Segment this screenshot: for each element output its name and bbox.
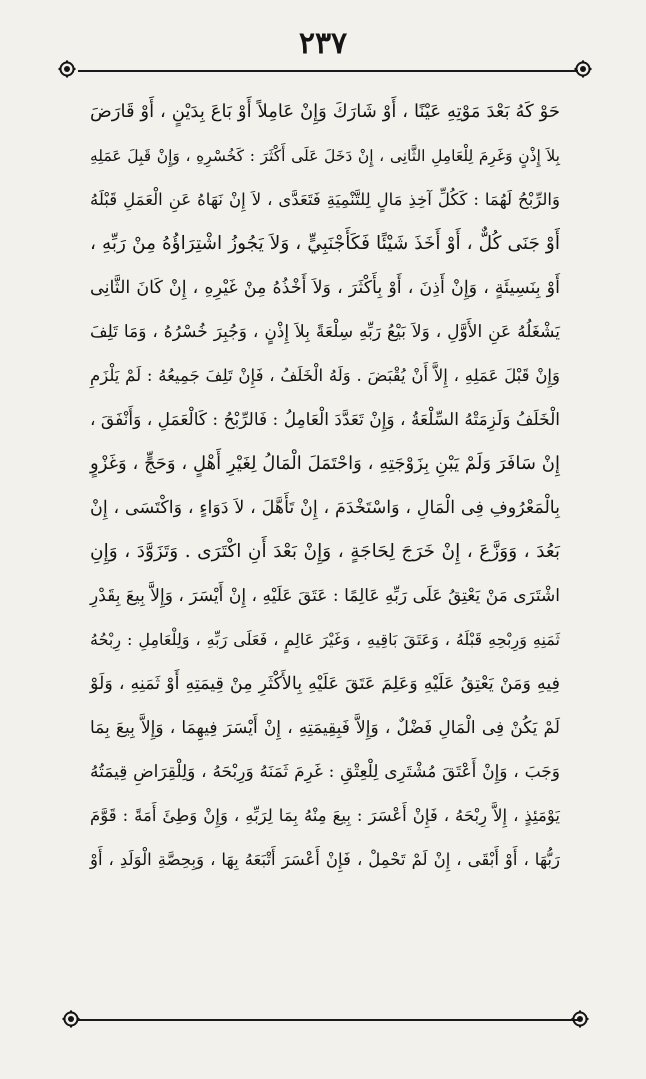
text-line: بِالْمَعْرُوفِ فِى الْمَالِ ، وَاسْتَخْدَمَ ، إِنْ تَأَهَّلَ ، لاَ دَوَاءٍ ، وَاكْتَسَى ، إِنْ — [90, 498, 560, 518]
ornament-icon — [571, 1010, 589, 1028]
bottom-rule — [78, 1019, 578, 1021]
text-line: رَبُّهَا ، أَوْ أَبْقَى ، إِنْ لَمْ تَحْمِلْ ، فَإِنْ أَعْسَرَ أَتْبَعَهُ بِهَا ، وَبِحِصَّةِ الْوَلَدِ ، أَوْ — [90, 850, 560, 869]
text-line: يَوْمَئِذٍ ، إِلاَّ رِبْحَهُ ، فَإِنْ أَعْسَرَ : بِيعَ مِنْهُ بِمَا لِرَبِّهِ ، وَإِنْ وَطِئَ أَمَةً : قَوَّمَ — [90, 806, 560, 825]
text-line: أَوْ بِنَسِيئَةٍ ، وَإِنْ أَذِنَ ، أَوْ بِأَكْثَرَ ، وَلاَ أَخْذُهُ مِنْ غَيْرِهِ ، إِنْ كَانَ الثَّانِى — [90, 278, 560, 298]
text-line: وَإِنْ قَبْلَ عَمَلِهِ ، إِلاَّ أَنْ يُقْبَضَ . وَلَهُ الْخَلَفُ ، فَإِنْ تَلِفَ جَمِيعُهُ : لَمْ يَلْزَمِ — [90, 366, 560, 385]
page-number: ٢٣٧ — [298, 26, 348, 61]
text-line: لَمْ يَكُنْ فِى الْمَالِ فَضْلٌ ، وَإِلاَّ فَبِقِيمَتِهِ ، إِنْ أَيْسَرَ فِيهِمَا ، وَإِلاَّ بِيعَ بِمَا — [90, 718, 560, 738]
ornament-icon — [58, 60, 76, 78]
ornament-icon — [574, 60, 592, 78]
text-line: اشْتَرَى مَنْ يَعْتِقُ عَلَى رَبِّهِ عَالِمًا : عَتَقَ عَلَيْهِ ، إِنْ أَيْسَرَ ، وَإِلاَّ بِيعَ بِقَدْرِ — [90, 586, 560, 606]
top-rule — [78, 70, 578, 72]
text-line: وَجَبَ ، وَإِنْ أَعْتَقَ مُشْتَرِى لِلْعِتْقِ : غَرِمَ ثَمَنَهُ وَرِبْحَهُ ، وَلِلْقِرَاضِ قِيمَتُهُ — [90, 762, 560, 782]
text-body — [90, 90, 560, 882]
text-line: حَوْ كَهُ بَعْدَ مَوْتِهِ عَيْنًا ، أَوْ شَارَكَ وَإِنْ عَامِلاً أَوْ بَاعَ بِدَيْنٍ ، أَوْ قَارَضَ — [90, 101, 560, 122]
text-line: إِنْ سَافَرَ وَلَمْ يَبْنِ بِزَوْجَتِهِ ، وَاحْتَمَلَ الْمَالُ لِغَيْرِ أَهْلٍ ، وَحَجٍّ ، وَغَزْوٍ — [90, 453, 560, 474]
text-line: ثَمَنِهِ وَرِبْحِهِ قَبْلَهُ ، وَعَتَقَ بَاقِيهِ ، وَغَيْرَ عَالِمٍ ، فَعَلَى رَبِّهِ ، وَلِلْعَامِلِ : رِبْحُهُ — [90, 630, 561, 649]
text-line: بَعُدَ ، وَوَزَّعَ ، إِنْ خَرَجَ لِحَاجَةٍ ، وَإِنْ بَعْدَ أَنِ اكْتَرَى . وَتَزَوَّدَ ، وَإِنِ — [90, 541, 560, 562]
text-line: بِلاَ إِذْنٍ وَغَرِمَ لِلْعَامِلِ الثَّانِى ، إِنْ دَخَلَ عَلَى أَكْثَرَ : كَخُسْرِهِ ، وَإِنْ قَبِلَ عَمَلِهِ — [90, 147, 560, 165]
ornament-icon — [62, 1010, 80, 1028]
text-line: الْخَلَفُ وَلَزِمَتْهُ السِّلْعَةُ ، وَإِنْ تَعَدَّدَ الْعَامِلُ : فَالرِّبْحُ : كَالْعَمَلِ ، وَأَنْفَقَ ، — [90, 410, 560, 430]
text-line: وَالرِّبْحُ لَهُمَا : كَكُلِّ آخِذِ مَالٍ لِلتَّنْمِيَةِ فَتَعَدَّى ، لاَ إِنْ نَهَاهُ عَنِ الْعَمَلِ قَبْلَهُ — [90, 190, 560, 209]
text-line: فِيهِ وَمَنْ يَعْتِقُ عَلَيْهِ وَعَلِمَ عَتَقَ عَلَيْهِ بِالأَكْثَرِ مِنْ قِيمَتِهِ أَوْ ثَمَنِهِ ، وَلَوْ — [90, 674, 560, 694]
text-line: أَوْ جَنَى كُلٌّ ، أَوْ أَخَذَ شَيْئًا فَكَأَجْنَبِيٍّ ، وَلاَ يَجُوزُ اشْتِرَاؤُهُ مِنْ رَبِّهِ ، — [90, 233, 560, 254]
text-line: يَشْغَلُهُ عَنِ الأَوَّلِ ، وَلاَ بَيْعُ رَبِّهِ سِلْعَةً بِلاَ إِذْنٍ ، وَجُبِرَ خُسْرُهُ ، وَمَا تَلِفَ — [90, 322, 560, 342]
